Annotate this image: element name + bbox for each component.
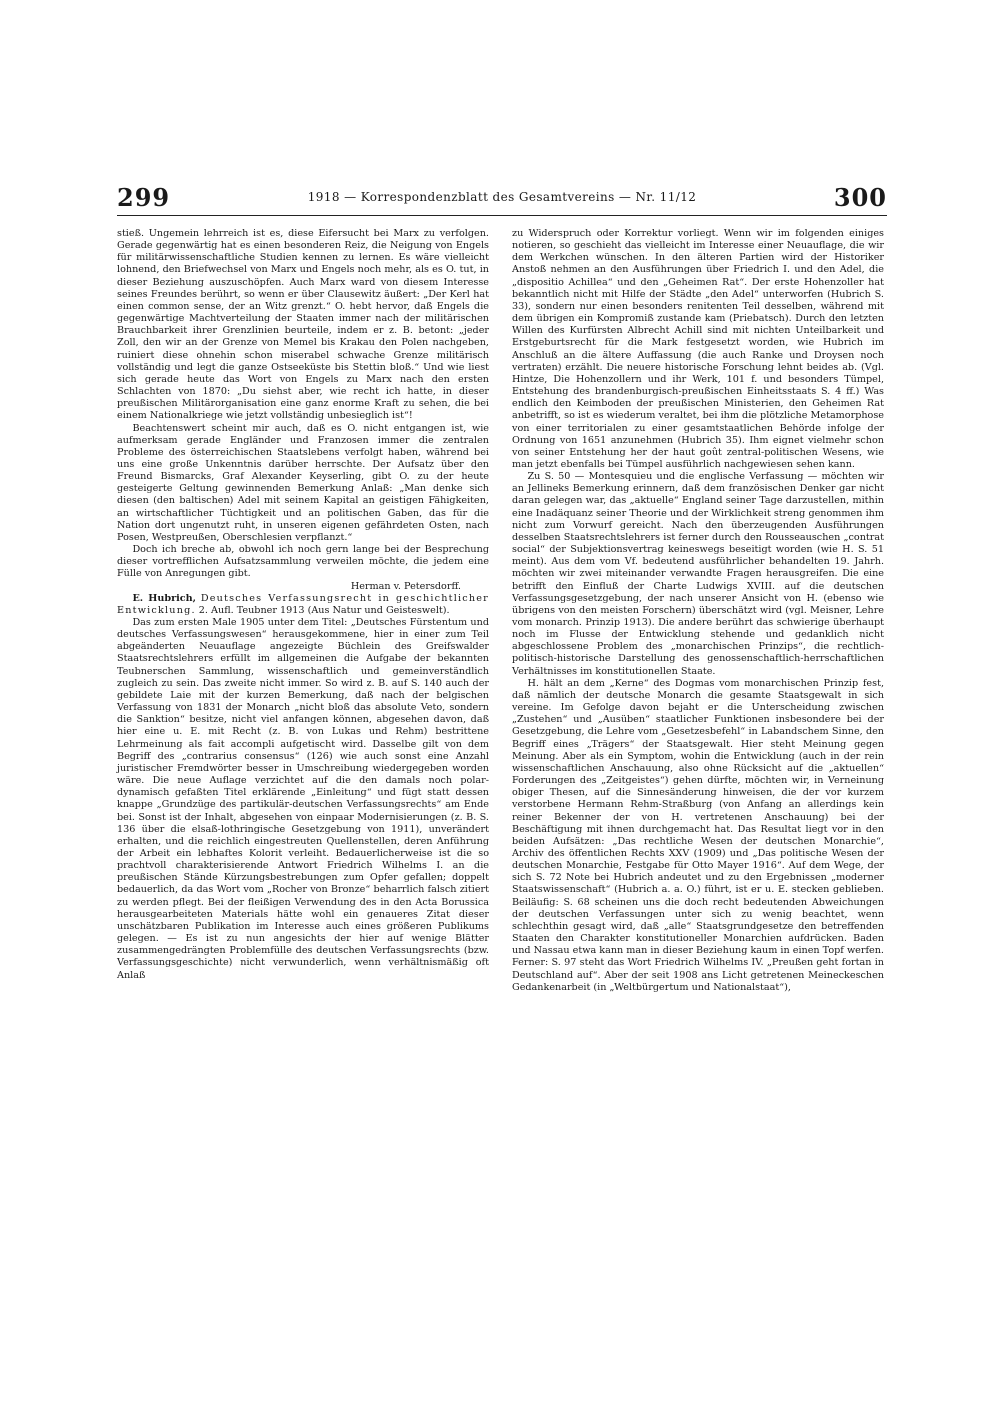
- review-book-title: Deutsches Verfassungsrecht in geschichtlicher Entwicklung.: [117, 592, 489, 616]
- paragraph: Zu S. 50 — Montesquieu und die englische Verfassung — möchten wir an Jellineks Bemerkung erinnern, daß dem französischen Denker gar nicht daran gelegen war, das „aktuelle“ England seiner Tage darzustellen, mithin eine Inadäquanz seiner Theorie und der Wirklichkeit streng genommen ihm nicht zum Vorwurf gereicht. Nach den überzeugenden Ausführungen desselben Staatsrechtslehrers ist ferner durch den Rousseauschen „contrat social“ der Subjektionsvertrag keineswegs beseitigt worden (wie H. S. 51 meint). Aus dem vom Vf. bedeutend ausführlicher behandelten 19. Jahrh. möchten wir zwei miteinander verwandte Fragen herausgreifen. Die eine betrifft den Einfluß der Charte Ludwigs XVIII. auf die deutschen Verfassungsgesetzgebung, der nach unserer Ansicht von H. (ebenso wie übrigens von den meisten Forschern) überschätzt wird (vgl. Meisner, Lehre vom monarch. Prinzip 1913). Die andere berührt das schwierige überhaupt noch im Flusse der Entwicklung stehende und gedanklich nicht abgeschlossene Problem des „monarchischen Prinzips“, die rechtlich-politisch-historische Darstellung des genossenschaftlich-herrschaftlichen Verhältnisses im konstitutionellen Staate.: [512, 471, 884, 677]
- review-book-meta: 2. Aufl. Teubner 1913 (Aus Natur und Geisteswelt).: [198, 604, 450, 616]
- review-heading: [117, 593, 489, 617]
- review-author: E. Hubrich,: [132, 592, 196, 604]
- page-number-left: 299: [117, 183, 171, 212]
- right-column: [512, 228, 884, 994]
- running-title: 1918 — Korrespondenzblatt des Gesamtvereins — Nr. 11/12: [307, 190, 697, 204]
- reviewer-signature: Herman v. Petersdorff.: [350, 580, 461, 592]
- paragraph: stieß. Ungemein lehrreich ist es, diese Eifersucht bei Marx zu verfolgen. Gerade gegenwärtig hat es einen besonderen Reiz, die Neigung von Engels für militärwissenschaftliche Studien kennen zu lernen. Es wäre vielleicht lohnend, den Briefwechsel von Marx und Engels noch mehr, als es O. tut, in dieser Beziehung auszuschöpfen. Auch Marx ward von diesem Interesse seines Freundes berührt, so wenn er über Clausewitz äußert: „Der Kerl hat einen common sense, der an Witz grenzt.“ O. hebt hervor, daß Engels die gegenwärtige Machtverteilung der Staaten immer nach der militärischen Brauchbarkeit ihrer Grenzlinien beurteile, indem er z. B. betont: „jeder Zoll, den wir an der Grenze von Memel bis Krakau den Polen nachgeben, ruiniert diese ohnehin schon miserabel schwache Grenze militärisch vollständig und legt die ganze Ostseeküste bis Stettin bloß.“ Und wie liest sich gerade heute das Wort von Engels zu Marx nach den ersten Schlachten von 1870: „Du siehst aber, wie recht ich hatte, in dieser preußischen Militärorganisation eine ganz enorme Kraft zu sehen, die bei einem Nationalkriege wie jetzt vollständig unbesieglich ist“!: [117, 228, 489, 422]
- paragraph: H. hält an dem „Kerne“ des Dogmas vom monarchischen Prinzip fest, daß nämlich der deutsche Monarch die gesamte Staatsgewalt in sich vereine. Im Gefolge davon bejaht er die Unterscheidung zwischen „Zustehen“ und „Ausüben“ staatlicher Funktionen insbesondere bei der Gesetzgebung, die Lehre vom „Gesetzesbefehl“ in Labandschem Sinne, den Begriff eines „Trägers“ der Staatsgewalt. Hier steht Meinung gegen Meinung. Aber als ein Symptom, wohin die Entwicklung (auch in der rein wissenschaftlichen Anschauung, also ohne Rücksicht auf die „aktuellen“ Forderungen des „Zeitgeistes“) gehen dürfte, möchten wir, in Verneinung obiger Thesen, auf die Sinnesänderung hinweisen, die der vor kurzem verstorbene Hermann Rehm-Straßburg (von Anfang an allerdings kein reiner Bekenner der von H. vertretenen Anschauung) bei der Beschäftigung mit ihnen durchgemacht hat. Das Resultat liegt vor in den beiden Aufsätzen: „Das rechtliche Wesen der deutschen Monarchie“, Archiv des öffentlichen Rechts XXV (1909) und „Das politische Wesen der deutschen Monarchie, Festgabe für Otto Mayer 1916“. Auf dem Wege, der sich S. 72 Note bei Hubrich andeutet und zu den Ergebnissen „moderner Staatswissenschaft“ (Hubrich a. a. O.) führt, ist er u. E. stecken geblieben. Beiläufig: S. 68 scheinen uns die doch recht bedeutenden Abweichungen der deutschen Verfassungen unter sich zu wenig beachtet, wenn schlechthin gesagt wird, daß „alle“ Staatsgrundgesetze den betreffenden Staaten den Charakter konstitutioneller Monarchien aufdrücken. Baden und Nassau etwa kann man in dieser Beziehung kaum in einen Topf werfen. Ferner: S. 97 steht das Wort Friedrich Wilhelms IV. „Preußen geht fortan in Deutschland auf“. Aber der seit 1908 ans Licht getretenen Meineckeschen Gedankenarbeit (in „Weltbürgertum und Nationalstaat“),: [512, 677, 884, 993]
- header-rule: [117, 215, 887, 216]
- page-number-right: 300: [833, 183, 887, 212]
- page-header: [117, 183, 887, 217]
- paragraph: zu Widerspruch oder Korrektur vorliegt. Wenn wir im folgenden einiges notieren, so geschieht das vielleicht im Interesse einer Neuauflage, die wir dem Werkchen wünschen. In den älteren Partien wird der Historiker Anstoß nehmen an den Ausführungen über Friedrich I. und den Adel, die „dispositio Achillea“ und den „Geheimen Rat“. Der erste Hohenzoller hat bekanntlich nicht mit Hilfe der Städte „den Adel“ unterworfen (Hubrich S. 33), sondern nur einen besonders renitenten Teil desselben, während mit dem übrigen ein Kompromiß zustande kam (Priebatsch). Durch den letzten Willen des Kurfürsten Albrecht Achill sind mit nichten Unteilbarkeit und Erstgeburtsrecht für die Mark festgesetzt worden, wie Hubrich im Anschluß an die ältere Auffassung (die auch Ranke und Droysen noch vertraten) erzählt. Die neuere historische Forschung lehnt beides ab. (Vgl. Hintze, Die Hohenzollern und ihr Werk, 101 f. und besonders Tümpel, Entstehung des brandenburgisch-preußischen Einheitsstaats S. 4 ff.) Was endlich den Keimboden der preußischen Ministerien, den Geheimen Rat anbetrifft, so ist es wiederum veraltet, bei ihm die plötzliche Metamorphose von einer territorialen zu einer gesamtstaatlichen Behörde infolge der Ordnung von 1651 anzunehmen (Hubrich 35). Ihm eignet vielmehr schon von seiner Entstehung her der haut goût zentral-politischen Wesens, wie man jetzt ebenfalls bei Tümpel ausführlich nachgewiesen sehen kann.: [512, 228, 884, 470]
- paragraph: Beachtenswert scheint mir auch, daß es O. nicht entgangen ist, wie aufmerksam gerade Engländer und Franzosen immer die zentralen Probleme des österreichischen Staatslebens verfolgt haben, während bei uns eine große Unkenntnis darüber herrschte. Der Aufsatz über den Freund Bismarcks, Graf Alexander Keyserling, gibt O. zu der heute gesteigerte Geltung gewinnenden Bemerkung Anlaß: „Man denke sich diesen (den baltischen) Adel mit seinem Kapital an geistigen Fähigkeiten, an wirtschaftlicher Tüchtigkeit und an politischen Gaben, das für die Nation dort ungenutzt ruht, in unseren eigenen gefährdeten Osten, nach Posen, Westpreußen, Oberschlesien verpflanzt.“: [117, 422, 489, 543]
- paragraph: Doch ich breche ab, obwohl ich noch gern lange bei der Besprechung dieser vortrefflichen Aufsatzsammlung verweilen möchte, die jedem eine Fülle von Anregungen gibt.: [117, 544, 489, 580]
- paragraph: Das zum ersten Male 1905 unter dem Titel: „Deutsches Fürstentum und deutsches Verfassungswesen“ herausgekommene, hier in einer zum Teil abgeänderten Neuauflage angezeigte Büchlein des Greifswalder Staatsrechtslehrers erfüllt im allgemeinen die Aufgabe der bekannten Teubnerschen Sammlung, wissenschaftlich und gemeinverständlich zugleich zu sein. Das zweite nicht immer. So wird z. B. auf S. 140 auch der gebildete Laie mit der kurzen Bemerkung, daß nach der belgischen Verfassung von 1831 der Monarch „nicht bloß das absolute Veto, sondern die Sanktion“ besitze, nicht viel anfangen können, abgesehen davon, daß hier eine u. E. mit Recht (z. B. von Lukas und Rehm) bestrittene Lehrmeinung als fait accompli aufgetischt wird. Dasselbe gilt von dem Begriff des „contrarius consensus“ (126) wie auch sonst eine Anzahl juristischer Fremdwörter besser in Umschreibung wiedergegeben worden wäre. Die neue Auflage verzichtet auf die den damals noch polar-dynamisch gefaßten Titel erklärende „Einleitung“ und fügt statt dessen knappe „Grundzüge des partikulär-deutschen Verfassungsrechts“ am Ende bei. Sonst ist der Inhalt, abgesehen von einpaar Modernisierungen (z. B. S. 136 über die elsaß-lothringische Gesetzgebung von 1911), unverändert erhalten, und die reichlich eingestreuten Quellenstellen, deren Anführung der Arbeit ein lebhaftes Kolorit verleiht. Bedauerlicherweise ist die so prachtvoll charakterisierende Antwort Friedrich Wilhelms I. an die preußischen Stände Kürzungsbestrebungen zum Opfer gefallen; doppelt bedauerlich, da das Wort vom „Rocher von Bronze“ beharrlich falsch zitiert zu werden pflegt. Bei der fleißigen Verwendung des in den Acta Borussica herausgearbeiteten Materials hätte wohl ein genaueres Zitat dieser unschätzbaren Publikation im Interesse auch eines größeren Publikums gelegen. — Es ist zu nun angesichts der hier auf wenige Blätter zusammengedrängten Problemfülle des deutschen Verfassungsrechts (bzw. Verfassungsgeschichte) nicht verwunderlich, wenn verhältnismäßig oft Anlaß: [117, 617, 489, 981]
- left-column: [117, 228, 489, 982]
